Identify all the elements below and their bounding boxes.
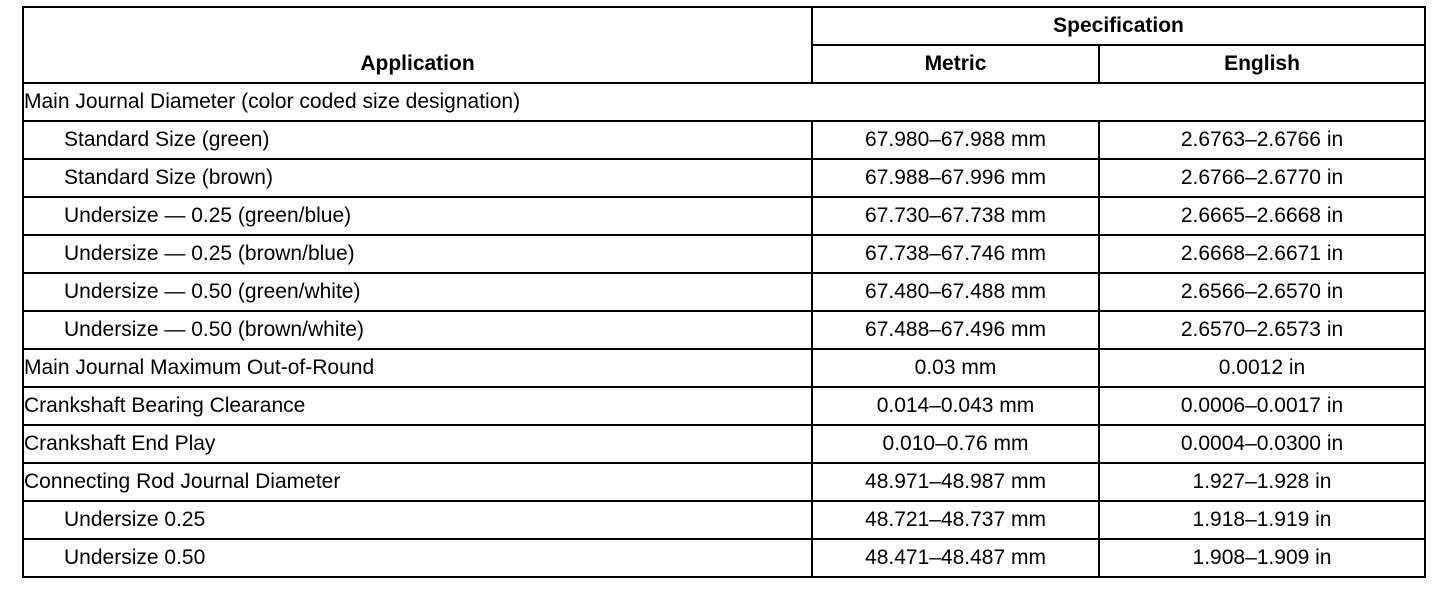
row-english-value: 2.6766–2.6770 in — [1099, 159, 1425, 197]
row-metric-value: 0.010–0.76 mm — [812, 425, 1099, 463]
row-english-value: 0.0004–0.0300 in — [1099, 425, 1425, 463]
row-application: Undersize — 0.50 (green/white) — [23, 273, 812, 311]
row-application: Main Journal Maximum Out-of-Round — [23, 349, 812, 387]
row-english-value: 2.6665–2.6668 in — [1099, 197, 1425, 235]
row-metric-value: 67.980–67.988 mm — [812, 121, 1099, 159]
row-metric-value: 67.988–67.996 mm — [812, 159, 1099, 197]
row-application: Undersize — 0.50 (brown/white) — [23, 311, 812, 349]
row-application: Crankshaft Bearing Clearance — [23, 387, 812, 425]
row-english-value: 2.6668–2.6671 in — [1099, 235, 1425, 273]
row-english-value: 1.918–1.919 in — [1099, 501, 1425, 539]
row-application: Undersize 0.25 — [23, 501, 812, 539]
row-metric-value: 67.488–67.496 mm — [812, 311, 1099, 349]
specification-header: Specification — [812, 7, 1425, 45]
row-application: Main Journal Diameter (color coded size designation) — [23, 83, 1425, 121]
metric-header: Metric — [812, 45, 1099, 83]
row-metric-value: 67.738–67.746 mm — [812, 235, 1099, 273]
table-row — [23, 349, 1425, 387]
application-header: Application — [23, 7, 812, 83]
table-row — [23, 425, 1425, 463]
table-row — [23, 83, 1425, 121]
row-metric-value: 0.03 mm — [812, 349, 1099, 387]
row-metric-value: 0.014–0.043 mm — [812, 387, 1099, 425]
row-metric-value: 48.471–48.487 mm — [812, 539, 1099, 577]
table-body — [23, 83, 1425, 577]
row-application: Standard Size (brown) — [23, 159, 812, 197]
table-row — [23, 197, 1425, 235]
row-english-value: 2.6763–2.6766 in — [1099, 121, 1425, 159]
table-row — [23, 121, 1425, 159]
row-english-value: 1.927–1.928 in — [1099, 463, 1425, 501]
english-header: English — [1099, 45, 1425, 83]
row-english-value: 2.6570–2.6573 in — [1099, 311, 1425, 349]
row-metric-value: 48.721–48.737 mm — [812, 501, 1099, 539]
row-english-value: 1.908–1.909 in — [1099, 539, 1425, 577]
row-application: Undersize — 0.25 (brown/blue) — [23, 235, 812, 273]
row-metric-value: 67.730–67.738 mm — [812, 197, 1099, 235]
row-english-value: 0.0012 in — [1099, 349, 1425, 387]
header-row-top — [23, 7, 1425, 45]
table-row — [23, 501, 1425, 539]
row-application: Connecting Rod Journal Diameter — [23, 463, 812, 501]
row-application: Undersize — 0.25 (green/blue) — [23, 197, 812, 235]
table-row — [23, 159, 1425, 197]
row-english-value: 2.6566–2.6570 in — [1099, 273, 1425, 311]
row-application: Crankshaft End Play — [23, 425, 812, 463]
specification-table — [22, 6, 1426, 578]
table-row — [23, 539, 1425, 577]
table-row — [23, 235, 1425, 273]
table-row — [23, 463, 1425, 501]
row-application: Undersize 0.50 — [23, 539, 812, 577]
row-application: Standard Size (green) — [23, 121, 812, 159]
row-metric-value: 48.971–48.987 mm — [812, 463, 1099, 501]
table-row — [23, 273, 1425, 311]
table-row — [23, 387, 1425, 425]
row-metric-value: 67.480–67.488 mm — [812, 273, 1099, 311]
table-row — [23, 311, 1425, 349]
row-english-value: 0.0006–0.0017 in — [1099, 387, 1425, 425]
